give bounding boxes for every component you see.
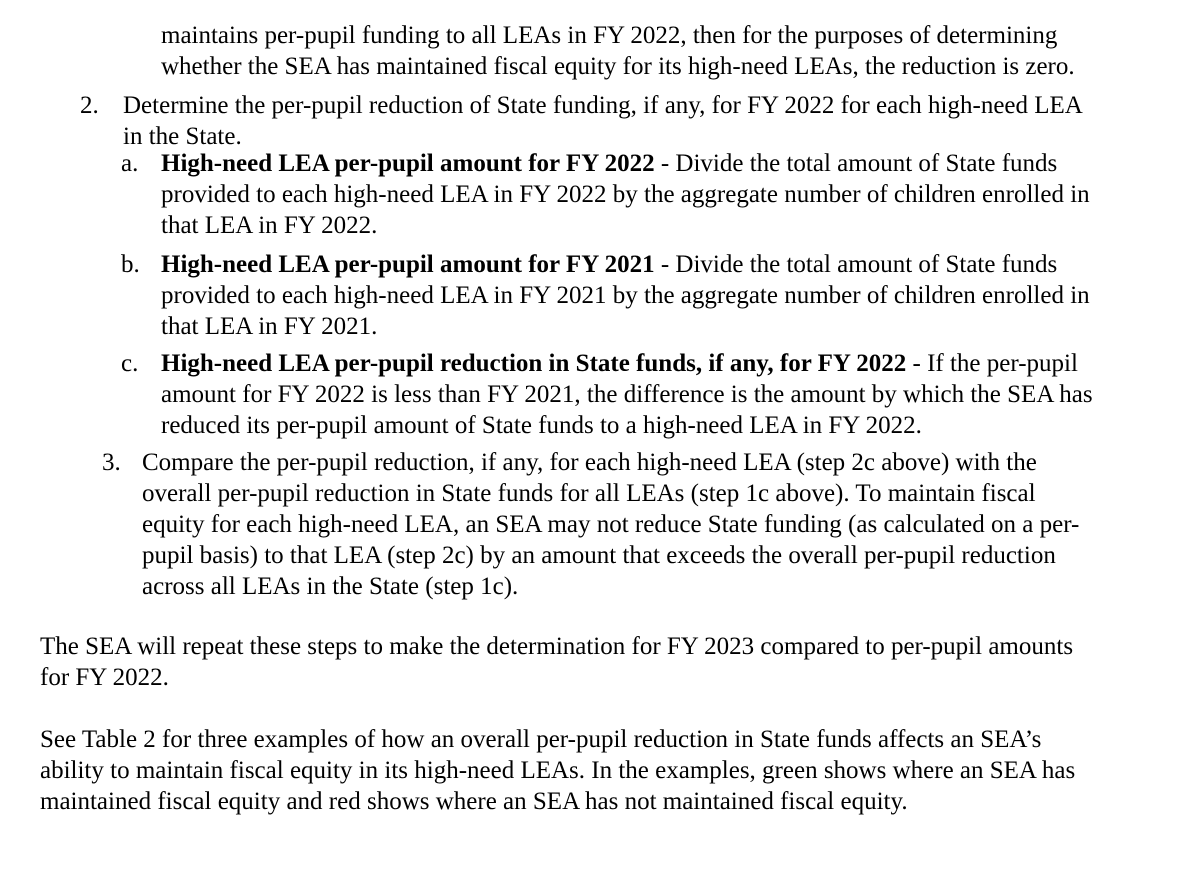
step2c-text [161, 348, 1093, 441]
text-line: that LEA in FY 2022. [161, 212, 378, 239]
text-line: provided to each high-need LEA in FY 2022 by the aggregate number of children enrolled in [161, 181, 1090, 208]
step2a-rest: - Divide the total amount of State funds [654, 150, 1058, 177]
text-line: equity for each high-need LEA, an SEA may not reduce State funding (as calculated on a per- [142, 511, 1080, 538]
text-line: in the State. [123, 123, 242, 150]
text-line: Determine the per-pupil reduction of State funding, if any, for FY 2022 for each high-need LEA [123, 92, 1083, 119]
step3-text [142, 447, 1079, 602]
step2-number: 2. [80, 92, 99, 119]
step2a-heading: High-need LEA per-pupil amount for FY 2022 [161, 150, 655, 177]
text-line: Compare the per-pupil reduction, if any, for each high-need LEA (step 2c above) with the [142, 449, 1037, 476]
text-line: The SEA will repeat these steps to make the determination for FY 2023 compared to per-pupil amounts [40, 633, 1074, 660]
step2a-marker: a. [121, 150, 139, 177]
text-line [161, 148, 1090, 179]
text-line: maintains per-pupil funding to all LEAs in FY 2022, then for the purposes of determining [161, 22, 1058, 49]
step2c-rest: - If the per-pupil [906, 350, 1078, 377]
text-line: maintained fiscal equity and red shows where an SEA has not maintained fiscal equity. [40, 788, 908, 815]
text-line: overall per-pupil reduction in State funds for all LEAs (step 1c above). To maintain fiscal [142, 480, 1036, 507]
repeat-paragraph [40, 631, 1073, 693]
text-line [161, 249, 1090, 280]
text-line: across all LEAs in the State (step 1c). [142, 573, 519, 600]
text-line: that LEA in FY 2021. [161, 313, 378, 340]
step1-continuation [161, 20, 1075, 82]
step2-text [123, 90, 1083, 152]
text-line: for FY 2022. [40, 664, 169, 691]
step2c-heading: High-need LEA per-pupil reduction in State funds, if any, for FY 2022 [161, 350, 907, 377]
text-line: amount for FY 2022 is less than FY 2021, the difference is the amount by which the SEA has [161, 381, 1093, 408]
step3-number: 3. [102, 449, 121, 476]
step2b-rest: - Divide the total amount of State funds [654, 251, 1058, 278]
step2b-text [161, 249, 1090, 342]
step2c-marker: c. [121, 350, 139, 377]
text-line: ability to maintain fiscal equity in its high-need LEAs. In the examples, green shows where an SEA has [40, 757, 1076, 784]
table-reference-paragraph [40, 724, 1075, 817]
step2b-heading: High-need LEA per-pupil amount for FY 2021 [161, 251, 655, 278]
text-line: provided to each high-need LEA in FY 2021 by the aggregate number of children enrolled in [161, 282, 1090, 309]
text-line: reduced its per-pupil amount of State funds to a high-need LEA in FY 2022. [161, 412, 922, 439]
step2a-text [161, 148, 1090, 241]
text-line: whether the SEA has maintained fiscal equity for its high-need LEAs, the reduction is zero. [161, 53, 1075, 80]
text-line: See Table 2 for three examples of how an overall per-pupil reduction in State funds affects an SEA’s [40, 726, 1042, 753]
step2b-marker: b. [121, 251, 140, 278]
text-line [161, 348, 1093, 379]
text-line: pupil basis) to that LEA (step 2c) by an amount that exceeds the overall per-pupil reduction [142, 542, 1056, 569]
